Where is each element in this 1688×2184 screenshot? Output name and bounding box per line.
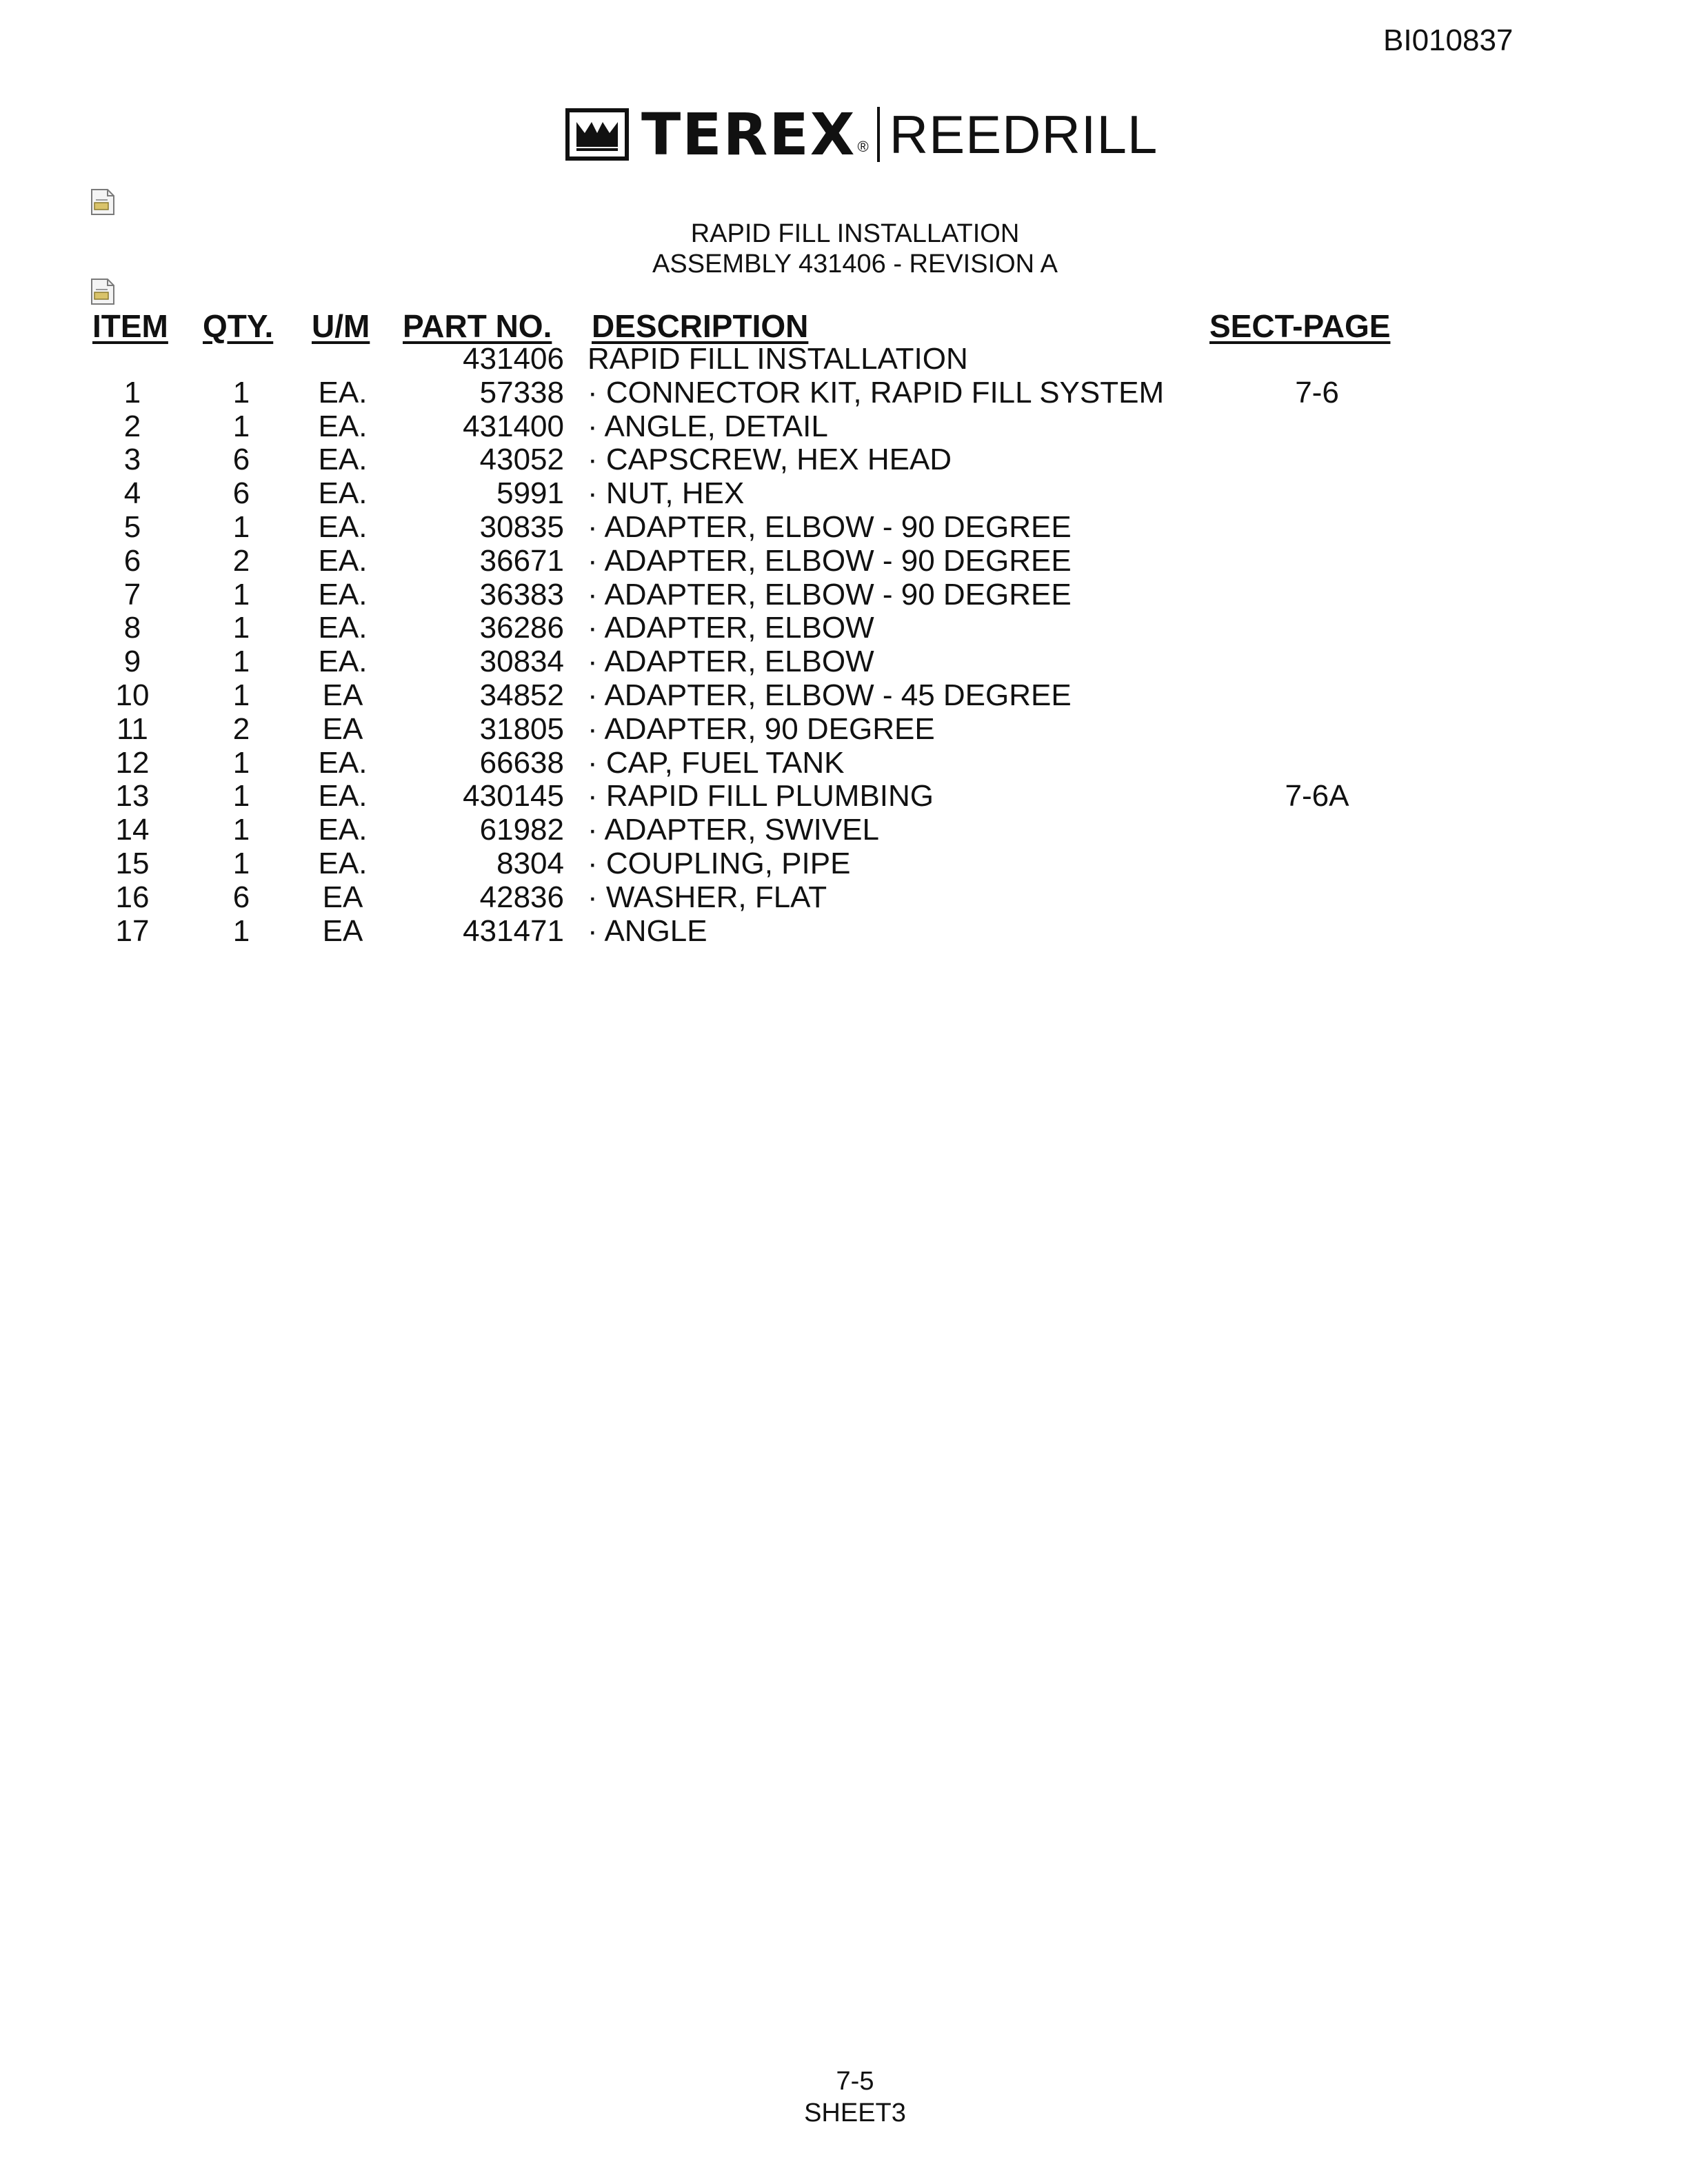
assembly-subtitle: ASSEMBLY 431406 - REVISION A (652, 250, 1058, 279)
description-cell: · ADAPTER, ELBOW - 90 DEGREE (587, 510, 1072, 544)
header-um: U/M (312, 308, 370, 344)
um-cell: EA. (318, 577, 368, 611)
qty-cell: 1 (232, 645, 250, 679)
description-cell: · CAP, FUEL TANK (587, 745, 845, 780)
item-cell: 5 (123, 510, 141, 544)
qty-cell: 1 (232, 813, 250, 847)
um-cell: EA. (318, 847, 368, 880)
sect-page-cell: 7-6A (1285, 779, 1349, 813)
document-id: BI010837 (1383, 23, 1514, 57)
qty-cell: 1 (232, 678, 250, 712)
table-row (0, 611, 1688, 645)
item-cell: 1 (123, 375, 141, 410)
item-cell: 8 (123, 611, 141, 645)
um-cell: EA. (318, 745, 368, 780)
um-cell: EA. (318, 375, 368, 410)
sect-page-cell: 7-6 (1295, 375, 1339, 410)
table-row (0, 914, 1688, 948)
table-row (0, 510, 1688, 544)
qty-cell: 1 (232, 611, 250, 645)
table-row (0, 376, 1688, 410)
part-no-cell: 61982 (479, 813, 564, 847)
description-cell: · ANGLE, DETAIL (587, 409, 828, 443)
description-cell: · ADAPTER, ELBOW - 90 DEGREE (587, 543, 1072, 578)
qty-cell: 1 (232, 847, 250, 880)
um-cell: EA. (318, 409, 368, 443)
item-cell: 10 (115, 678, 150, 712)
item-cell: 2 (123, 409, 141, 443)
header-part-no: PART NO. (403, 308, 552, 344)
header-qty: QTY. (203, 308, 274, 344)
header-description: DESCRIPTION (592, 308, 809, 344)
um-cell: EA. (318, 779, 368, 813)
description-cell: · ADAPTER, 90 DEGREE (587, 711, 935, 746)
item-cell: 15 (115, 847, 150, 880)
part-no-cell: 42836 (479, 880, 564, 914)
table-row (0, 544, 1688, 578)
qty-cell: 6 (232, 476, 250, 511)
um-cell: EA. (318, 476, 368, 511)
description-cell: · RAPID FILL PLUMBING (587, 779, 934, 813)
part-no-cell: 430145 (463, 779, 564, 813)
um-cell: EA (322, 913, 363, 948)
part-no-cell: 57338 (479, 375, 564, 410)
description-cell: · ADAPTER, ELBOW (587, 645, 874, 679)
document-attachment-icon[interactable] (90, 277, 116, 306)
item-cell: 4 (123, 476, 141, 511)
item-cell: 17 (115, 913, 150, 948)
um-cell: EA. (318, 645, 368, 679)
table-row (0, 443, 1688, 476)
qty-cell: 1 (232, 745, 250, 780)
part-no-cell: 5991 (496, 476, 564, 511)
table-row (0, 645, 1688, 678)
item-cell: 13 (115, 779, 150, 813)
part-no-cell: 66638 (479, 745, 564, 780)
item-cell: 7 (123, 577, 141, 611)
um-cell: EA. (318, 813, 368, 847)
logo-product: REEDRILL (889, 104, 1158, 165)
item-cell: 9 (123, 645, 141, 679)
header-sect-page: SECT-PAGE (1209, 308, 1391, 344)
qty-cell: 1 (232, 577, 250, 611)
item-cell: 16 (115, 880, 150, 914)
qty-cell: 1 (232, 409, 250, 443)
um-cell: EA (322, 678, 363, 712)
item-cell: 3 (123, 443, 141, 477)
part-no-cell: 36671 (479, 543, 564, 578)
part-no-cell: 31805 (479, 711, 564, 746)
description-cell: · ADAPTER, ELBOW (587, 611, 874, 645)
part-no-cell: 43052 (479, 443, 564, 477)
part-no-cell: 431471 (463, 913, 564, 948)
page-number: 7-5 (836, 2067, 874, 2096)
qty-cell: 1 (232, 913, 250, 948)
table-row (0, 712, 1688, 746)
qty-cell: 2 (232, 543, 250, 578)
description-cell: · CONNECTOR KIT, RAPID FILL SYSTEM (587, 375, 1165, 410)
assembly-title: RAPID FILL INSTALLATION (690, 219, 1020, 248)
part-no-cell: 34852 (479, 678, 564, 712)
terex-reedrill-logo (565, 101, 1158, 168)
um-cell: EA (322, 880, 363, 914)
description-cell: · ADAPTER, ELBOW - 90 DEGREE (587, 577, 1072, 611)
description-cell: · WASHER, FLAT (587, 880, 827, 914)
description-cell: · ANGLE (587, 913, 707, 948)
description-cell: · COUPLING, PIPE (587, 847, 851, 880)
table-row (0, 342, 1688, 376)
um-cell: EA. (318, 543, 368, 578)
item-cell: 14 (115, 813, 150, 847)
description-cell: RAPID FILL INSTALLATION (587, 342, 968, 376)
table-row (0, 746, 1688, 780)
logo-brand: TEREX (641, 101, 856, 168)
table-row (0, 476, 1688, 510)
table-row (0, 410, 1688, 443)
part-no-cell: 30835 (479, 510, 564, 544)
qty-cell: 1 (232, 510, 250, 544)
item-cell: 11 (117, 711, 148, 746)
logo-registered-mark: ® (857, 138, 869, 155)
qty-cell: 1 (232, 779, 250, 813)
part-no-cell: 36383 (479, 577, 564, 611)
header-item: ITEM (92, 308, 168, 344)
qty-cell: 1 (232, 375, 250, 410)
table-row (0, 880, 1688, 914)
part-no-cell: 431406 (463, 342, 564, 376)
table-row (0, 813, 1688, 847)
um-cell: EA (322, 711, 363, 746)
logo-divider (877, 107, 880, 162)
item-cell: 12 (115, 745, 150, 780)
qty-cell: 6 (232, 880, 250, 914)
table-row (0, 779, 1688, 813)
document-attachment-icon[interactable] (90, 188, 116, 216)
qty-cell: 2 (232, 711, 250, 746)
sheet-number: SHEET3 (804, 2099, 906, 2127)
part-no-cell: 431400 (463, 409, 564, 443)
terex-crown-icon (565, 108, 629, 161)
part-no-cell: 36286 (479, 611, 564, 645)
description-cell: · ADAPTER, SWIVEL (587, 813, 879, 847)
um-cell: EA. (318, 443, 368, 477)
table-row (0, 578, 1688, 611)
table-row (0, 847, 1688, 880)
description-cell: · CAPSCREW, HEX HEAD (587, 443, 952, 477)
um-cell: EA. (318, 510, 368, 544)
description-cell: · ADAPTER, ELBOW - 45 DEGREE (587, 678, 1072, 712)
table-row (0, 678, 1688, 712)
part-no-cell: 8304 (496, 847, 564, 880)
item-cell: 6 (123, 543, 141, 578)
qty-cell: 6 (232, 443, 250, 477)
part-no-cell: 30834 (479, 645, 564, 679)
um-cell: EA. (318, 611, 368, 645)
description-cell: · NUT, HEX (587, 476, 745, 511)
